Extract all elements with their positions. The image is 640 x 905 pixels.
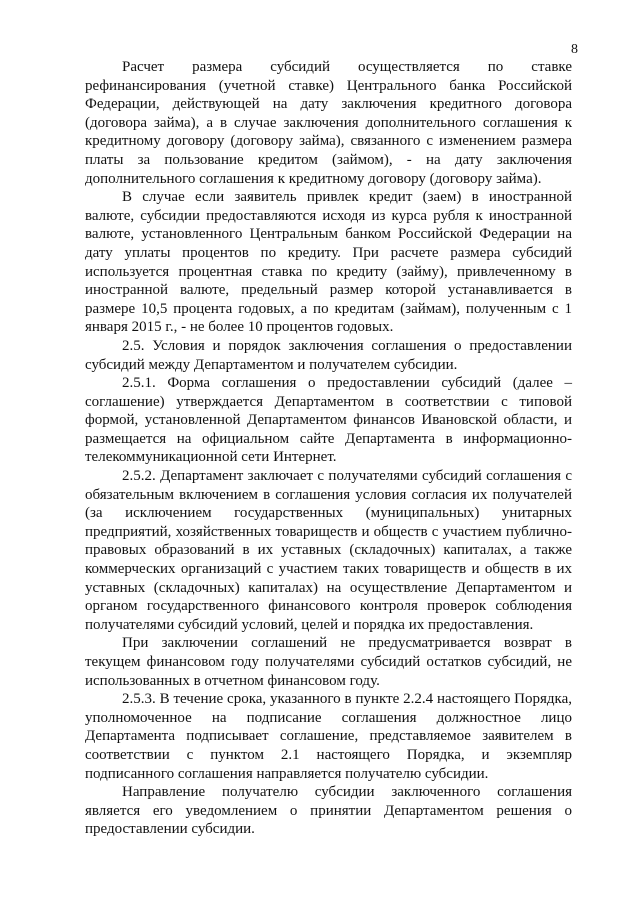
page-number: 8 <box>571 42 578 57</box>
paragraph-section-2-5-2: 2.5.2. Департамент заключает с получателями субсидий соглашения с обязательным включением в соглашения условия согласия их получателей (за исключением государственных (муниципальных) унитарных предприятий, хозяйственных товариществ и обществ с участием публично-правовых образований в их уставных (складочных) капиталах, а также коммерческих организаций с участием таких товариществ и обществ в их уставных (складочных) капиталах) на осуществление Департаментом и органом государственного финансового контроля проверок соблюдения получателями субсидий условий, целей и порядка их предоставления. <box>85 468 572 633</box>
paragraph-section-2-5-3: 2.5.3. В течение срока, указанного в пункте 2.2.4 настоящего Порядка, уполномоченное на подписание соглашения должностное лицо Департамента подписывает соглашение, представляемое заявителем в соответствии с пунктом 2.1 настоящего Порядка, и экземпляр подписанного соглашения направляется получателю субсидии. <box>85 691 572 782</box>
paragraph-no-refund: При заключении соглашений не предусматривается возврат в текущем финансовом году получателями субсидий остатков субсидий, не использованных в отчетном финансовом году. <box>85 635 572 689</box>
paragraph-notification: Направление получателю субсидии заключенного соглашения является его уведомлением о принятии Департаментом решения о предоставлении субсидии. <box>85 784 572 838</box>
document-body <box>85 58 572 839</box>
paragraph-section-2-5-1: 2.5.1. Форма соглашения о предоставлении субсидий (далее – соглашение) утверждается Департаментом в соответствии с типовой формой, установленной Департаментом финансов Ивановской области, и размещается на официальном сайте Департамента в информационно-телекоммуникационной сети Интернет. <box>85 375 572 466</box>
paragraph-subsidy-calculation: Расчет размера субсидий осуществляется по ставке рефинансирования (учетной ставке) Центрального банка Российской Федерации, действующей на дату заключения кредитного договора (договора займа), а в случае заключения дополнительного соглашения к кредитному договору (договору займа), связанного с изменением размера платы за пользование кредитом (займом), - на дату заключения дополнительного соглашения к кредитному договору (договору займа). <box>85 59 572 187</box>
paragraph-section-2-5: 2.5. Условия и порядок заключения соглашения о предоставлении субсидий между Департаментом и получателем субсидии. <box>85 337 572 373</box>
paragraph-foreign-currency: В случае если заявитель привлек кредит (заем) в иностранной валюте, субсидии предоставляются исходя из курса рубля к иностранной валюте, установленного Центральным банком Российской Федерации на дату уплаты процентов по кредиту. При расчете размера субсидий используется процентная ставка по кредиту (займу), привлеченному в иностранной валюте, предельный размер которой устанавливается в размере 10,5 процента годовых, а по кредитам (займам), полученным с 1 января 2015 г., - не более 10 процентов годовых. <box>85 189 572 336</box>
